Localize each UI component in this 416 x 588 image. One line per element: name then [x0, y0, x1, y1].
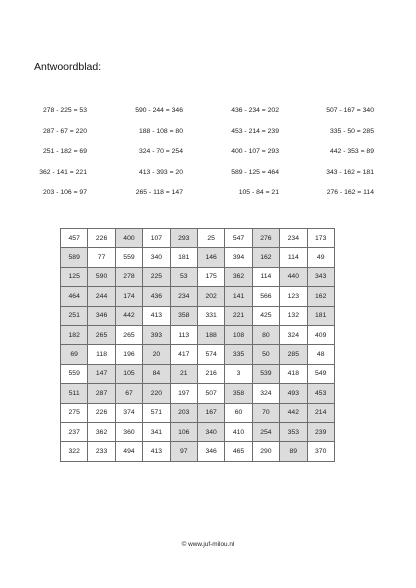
grid-cell: 413	[143, 306, 170, 325]
grid-cell: 214	[307, 403, 334, 422]
equation: 400 - 107 = 293	[231, 148, 279, 155]
grid-cell: 146	[197, 248, 224, 267]
grid-cell: 97	[170, 442, 197, 461]
equation: 436 - 234 = 202	[231, 107, 279, 114]
equation-row	[0, 169, 416, 190]
grid-cell: 442	[115, 306, 142, 325]
grid-cell: 335	[225, 345, 252, 364]
grid-cell: 251	[61, 306, 88, 325]
grid-cell: 107	[143, 229, 170, 248]
grid-cell: 89	[280, 442, 307, 461]
grid-cell: 465	[225, 442, 252, 461]
grid-row	[61, 287, 335, 306]
grid-cell: 549	[307, 364, 334, 383]
grid-cell: 425	[252, 306, 279, 325]
grid-cell: 114	[252, 267, 279, 286]
grid-cell: 417	[170, 345, 197, 364]
grid-cell: 440	[280, 267, 307, 286]
grid-row	[61, 364, 335, 383]
grid-cell: 108	[225, 325, 252, 344]
grid-cell: 162	[252, 248, 279, 267]
grid-cell: 244	[88, 287, 115, 306]
grid-cell: 106	[170, 422, 197, 441]
grid-cell: 105	[115, 364, 142, 383]
grid-cell: 393	[143, 325, 170, 344]
grid-cell: 276	[252, 229, 279, 248]
grid-cell: 3	[225, 364, 252, 383]
grid-cell: 50	[252, 345, 279, 364]
grid-cell: 539	[252, 364, 279, 383]
grid-cell: 275	[61, 403, 88, 422]
grid-cell: 559	[61, 364, 88, 383]
grid-cell: 410	[225, 422, 252, 441]
grid-cell: 234	[170, 287, 197, 306]
grid-cell: 175	[197, 267, 224, 286]
equation-row	[0, 128, 416, 149]
grid-cell: 418	[280, 364, 307, 383]
grid-cell: 49	[307, 248, 334, 267]
grid-cell: 226	[88, 229, 115, 248]
grid-cell: 220	[143, 384, 170, 403]
grid-cell: 167	[197, 403, 224, 422]
page-title: Antwoordblad:	[34, 61, 102, 73]
grid-cell: 233	[88, 442, 115, 461]
grid-cell: 464	[61, 287, 88, 306]
grid-cell: 132	[280, 306, 307, 325]
grid-cell: 278	[115, 267, 142, 286]
grid-cell: 331	[197, 306, 224, 325]
equation: 324 - 70 = 254	[138, 148, 183, 155]
equation: 335 - 50 = 285	[329, 127, 374, 135]
grid-cell: 221	[225, 306, 252, 325]
answer-grid	[60, 228, 335, 462]
equation: 343 - 162 = 181	[326, 168, 374, 176]
grid-cell: 493	[280, 384, 307, 403]
grid-cell: 287	[88, 384, 115, 403]
equation-row	[0, 148, 416, 169]
equation: 265 - 118 = 147	[135, 189, 183, 196]
grid-row	[61, 384, 335, 403]
grid-cell: 196	[115, 345, 142, 364]
grid-cell: 239	[307, 422, 334, 441]
grid-cell: 48	[307, 345, 334, 364]
grid-cell: 197	[170, 384, 197, 403]
equation: 590 - 244 = 346	[135, 107, 183, 114]
grid-cell: 69	[61, 345, 88, 364]
grid-cell: 346	[88, 306, 115, 325]
grid-cell: 547	[225, 229, 252, 248]
grid-cell: 234	[280, 229, 307, 248]
grid-cell: 21	[170, 364, 197, 383]
grid-cell: 559	[115, 248, 142, 267]
grid-row	[61, 306, 335, 325]
grid-cell: 84	[143, 364, 170, 383]
equation: 453 - 214 = 239	[231, 127, 279, 135]
equation-row	[0, 189, 416, 210]
grid-cell: 442	[280, 403, 307, 422]
grid-cell: 574	[197, 345, 224, 364]
grid-cell: 125	[61, 267, 88, 286]
equation: 278 - 225 = 53	[42, 107, 87, 114]
grid-row	[61, 403, 335, 422]
grid-cell: 226	[88, 403, 115, 422]
grid-cell: 293	[170, 229, 197, 248]
equation: 188 - 108 = 80	[138, 127, 183, 135]
equation-row	[0, 107, 416, 128]
grid-cell: 374	[115, 403, 142, 422]
grid-cell: 457	[61, 229, 88, 248]
grid-cell: 370	[307, 442, 334, 461]
grid-cell: 113	[170, 325, 197, 344]
grid-cell: 322	[61, 442, 88, 461]
grid-cell: 254	[252, 422, 279, 441]
grid-row	[61, 345, 335, 364]
grid-cell: 494	[115, 442, 142, 461]
grid-cell: 181	[307, 306, 334, 325]
equation: 507 - 167 = 340	[326, 107, 374, 114]
grid-cell: 285	[280, 345, 307, 364]
grid-cell: 343	[307, 267, 334, 286]
equation: 413 - 393 = 20	[138, 168, 183, 176]
grid-cell: 70	[252, 403, 279, 422]
grid-cell: 362	[88, 422, 115, 441]
grid-cell: 358	[170, 306, 197, 325]
grid-cell: 511	[61, 384, 88, 403]
equation: 105 - 84 = 21	[238, 189, 279, 196]
grid-cell: 324	[252, 384, 279, 403]
equation: 362 - 141 = 221	[39, 168, 87, 176]
grid-cell: 118	[88, 345, 115, 364]
grid-cell: 181	[170, 248, 197, 267]
grid-cell: 216	[197, 364, 224, 383]
equation-list	[0, 107, 416, 210]
grid-cell: 20	[143, 345, 170, 364]
equation: 442 - 353 = 89	[329, 148, 374, 155]
grid-cell: 360	[115, 422, 142, 441]
grid-cell: 346	[197, 442, 224, 461]
grid-cell: 566	[252, 287, 279, 306]
grid-cell: 203	[170, 403, 197, 422]
grid-cell: 202	[197, 287, 224, 306]
grid-row	[61, 325, 335, 344]
grid-cell: 25	[197, 229, 224, 248]
grid-cell: 436	[143, 287, 170, 306]
grid-cell: 362	[225, 267, 252, 286]
grid-cell: 589	[61, 248, 88, 267]
grid-cell: 571	[143, 403, 170, 422]
grid-cell: 114	[280, 248, 307, 267]
grid-row	[61, 229, 335, 248]
grid-cell: 182	[61, 325, 88, 344]
grid-cell: 340	[197, 422, 224, 441]
footer-credit: © www.juf-milou.nl	[181, 541, 235, 548]
grid-cell: 173	[307, 229, 334, 248]
grid-cell: 265	[115, 325, 142, 344]
grid-cell: 188	[197, 325, 224, 344]
grid-cell: 123	[280, 287, 307, 306]
grid-row	[61, 267, 335, 286]
grid-cell: 409	[307, 325, 334, 344]
grid-cell: 341	[143, 422, 170, 441]
grid-cell: 340	[143, 248, 170, 267]
grid-cell: 80	[252, 325, 279, 344]
equation: 276 - 162 = 114	[326, 189, 374, 196]
grid-cell: 53	[170, 267, 197, 286]
grid-cell: 162	[307, 287, 334, 306]
equation: 251 - 182 = 69	[42, 148, 87, 155]
equation: 287 - 67 = 220	[42, 127, 87, 135]
grid-cell: 324	[280, 325, 307, 344]
grid-cell: 590	[88, 267, 115, 286]
grid-cell: 353	[280, 422, 307, 441]
grid-cell: 413	[143, 442, 170, 461]
grid-cell: 358	[225, 384, 252, 403]
grid-cell: 141	[225, 287, 252, 306]
grid-cell: 225	[143, 267, 170, 286]
grid-cell: 453	[307, 384, 334, 403]
grid-cell: 394	[225, 248, 252, 267]
grid-cell: 67	[115, 384, 142, 403]
grid-cell: 174	[115, 287, 142, 306]
grid-cell: 400	[115, 229, 142, 248]
grid-row	[61, 442, 335, 461]
grid-cell: 507	[197, 384, 224, 403]
grid-row	[61, 248, 335, 267]
equation: 203 - 106 = 97	[42, 189, 87, 196]
grid-cell: 290	[252, 442, 279, 461]
grid-cell: 265	[88, 325, 115, 344]
equation: 589 - 125 = 464	[231, 168, 279, 176]
grid-cell: 77	[88, 248, 115, 267]
grid-cell: 60	[225, 403, 252, 422]
grid-cell: 237	[61, 422, 88, 441]
grid-cell: 147	[88, 364, 115, 383]
grid-row	[61, 422, 335, 441]
